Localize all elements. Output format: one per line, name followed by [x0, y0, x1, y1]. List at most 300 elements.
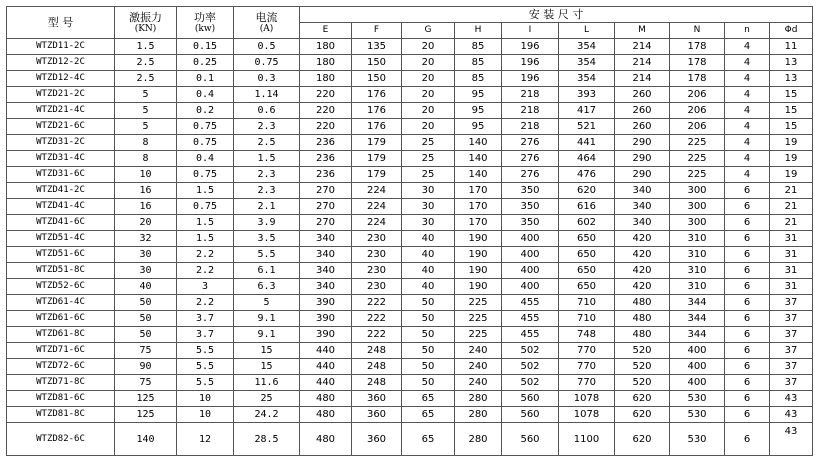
cell-L: 770 [559, 343, 615, 359]
cell-model: WTZD41-6C [7, 215, 115, 231]
cell-I: 276 [502, 151, 559, 167]
cell-power: 5.5 [177, 343, 234, 359]
cell-current: 15 [234, 343, 300, 359]
cell-F: 230 [352, 279, 402, 295]
table-row [7, 215, 813, 231]
cell-L: 770 [559, 375, 615, 391]
cell-force: 5 [115, 119, 177, 135]
cell-n: 6 [725, 183, 770, 199]
cell-M: 340 [615, 215, 670, 231]
cell-force: 2.5 [115, 55, 177, 71]
cell-phi-d: 19 [770, 135, 813, 151]
cell-M: 420 [615, 231, 670, 247]
cell-phi-d: 43 [770, 391, 813, 407]
table-row [7, 343, 813, 359]
cell-phi-d: 31 [770, 247, 813, 263]
cell-phi-d: 31 [770, 231, 813, 247]
cell-H: 170 [455, 215, 502, 231]
cell-n: 6 [725, 407, 770, 423]
cell-I: 218 [502, 103, 559, 119]
cell-G: 50 [402, 343, 455, 359]
cell-M: 620 [615, 423, 670, 456]
dim-header-L: L [559, 23, 615, 39]
cell-F: 176 [352, 87, 402, 103]
col-header-model: 型 号 [7, 7, 115, 39]
cell-n: 6 [725, 231, 770, 247]
cell-I: 560 [502, 391, 559, 407]
cell-n: 6 [725, 247, 770, 263]
cell-current: 25 [234, 391, 300, 407]
cell-F: 248 [352, 359, 402, 375]
col-header-power: 功率 (kw) [177, 7, 234, 39]
cell-L: 710 [559, 311, 615, 327]
cell-n: 6 [725, 423, 770, 456]
cell-n: 4 [725, 55, 770, 71]
cell-force: 16 [115, 183, 177, 199]
table-row [7, 295, 813, 311]
cell-N: 310 [670, 231, 725, 247]
cell-force: 50 [115, 311, 177, 327]
cell-M: 480 [615, 311, 670, 327]
cell-M: 260 [615, 87, 670, 103]
cell-current: 3.5 [234, 231, 300, 247]
dim-header-M: M [615, 23, 670, 39]
cell-G: 20 [402, 55, 455, 71]
cell-power: 0.1 [177, 71, 234, 87]
cell-force: 75 [115, 375, 177, 391]
table-row [7, 375, 813, 391]
cell-I: 218 [502, 87, 559, 103]
table-row [7, 71, 813, 87]
table-row [7, 103, 813, 119]
cell-E: 270 [300, 215, 352, 231]
cell-H: 280 [455, 391, 502, 407]
cell-G: 25 [402, 167, 455, 183]
cell-N: 400 [670, 359, 725, 375]
dim-header-H: H [455, 23, 502, 39]
cell-phi-d: 37 [770, 311, 813, 327]
cell-I: 196 [502, 55, 559, 71]
cell-H: 140 [455, 167, 502, 183]
cell-force: 50 [115, 327, 177, 343]
cell-M: 290 [615, 167, 670, 183]
cell-L: 476 [559, 167, 615, 183]
cell-N: 206 [670, 103, 725, 119]
cell-L: 441 [559, 135, 615, 151]
cell-H: 240 [455, 359, 502, 375]
cell-N: 530 [670, 423, 725, 456]
cell-F: 230 [352, 263, 402, 279]
col-header-force: 激振力 (KN) [115, 7, 177, 39]
cell-G: 25 [402, 151, 455, 167]
cell-L: 1100 [559, 423, 615, 456]
cell-phi-d: 21 [770, 215, 813, 231]
cell-M: 214 [615, 39, 670, 55]
cell-L: 650 [559, 247, 615, 263]
cell-N: 300 [670, 199, 725, 215]
cell-n: 4 [725, 119, 770, 135]
cell-n: 6 [725, 311, 770, 327]
cell-H: 95 [455, 103, 502, 119]
cell-power: 0.75 [177, 199, 234, 215]
cell-current: 0.5 [234, 39, 300, 55]
cell-phi-d: 37 [770, 295, 813, 311]
cell-n: 6 [725, 199, 770, 215]
cell-n: 4 [725, 103, 770, 119]
cell-power: 0.15 [177, 39, 234, 55]
cell-N: 206 [670, 119, 725, 135]
cell-n: 6 [725, 263, 770, 279]
cell-E: 480 [300, 407, 352, 423]
cell-power: 1.5 [177, 183, 234, 199]
cell-H: 95 [455, 119, 502, 135]
dim-header-N: N [670, 23, 725, 39]
cell-I: 455 [502, 311, 559, 327]
cell-I: 400 [502, 231, 559, 247]
cell-E: 440 [300, 343, 352, 359]
cell-G: 65 [402, 423, 455, 456]
cell-N: 344 [670, 311, 725, 327]
cell-M: 420 [615, 247, 670, 263]
col-header-install: 安 装 尺 寸 [300, 7, 813, 23]
table-body [7, 39, 813, 456]
cell-phi-d: 21 [770, 183, 813, 199]
cell-I: 350 [502, 183, 559, 199]
cell-power: 0.4 [177, 151, 234, 167]
cell-G: 40 [402, 231, 455, 247]
dim-header-G: G [402, 23, 455, 39]
cell-I: 502 [502, 359, 559, 375]
cell-current: 24.2 [234, 407, 300, 423]
cell-L: 1078 [559, 407, 615, 423]
cell-M: 620 [615, 391, 670, 407]
cell-I: 350 [502, 215, 559, 231]
cell-force: 40 [115, 279, 177, 295]
cell-M: 340 [615, 199, 670, 215]
cell-model: WTZD81-8C [7, 407, 115, 423]
cell-L: 354 [559, 39, 615, 55]
cell-F: 224 [352, 199, 402, 215]
cell-N: 225 [670, 135, 725, 151]
cell-M: 290 [615, 135, 670, 151]
cell-I: 196 [502, 71, 559, 87]
cell-F: 224 [352, 215, 402, 231]
table-row [7, 119, 813, 135]
cell-G: 30 [402, 199, 455, 215]
cell-power: 2.2 [177, 263, 234, 279]
cell-F: 222 [352, 327, 402, 343]
cell-F: 150 [352, 71, 402, 87]
cell-H: 85 [455, 55, 502, 71]
cell-N: 206 [670, 87, 725, 103]
cell-phi-d: 31 [770, 279, 813, 295]
cell-H: 225 [455, 327, 502, 343]
cell-n: 4 [725, 135, 770, 151]
cell-E: 220 [300, 119, 352, 135]
cell-M: 214 [615, 71, 670, 87]
cell-model: WTZD81-6C [7, 391, 115, 407]
cell-phi-d: 37 [770, 343, 813, 359]
cell-power: 3.7 [177, 327, 234, 343]
cell-E: 390 [300, 295, 352, 311]
cell-power: 5.5 [177, 375, 234, 391]
table-row [7, 87, 813, 103]
cell-n: 6 [725, 215, 770, 231]
cell-model: WTZD21-6C [7, 119, 115, 135]
cell-E: 220 [300, 87, 352, 103]
cell-I: 276 [502, 135, 559, 151]
cell-H: 240 [455, 375, 502, 391]
cell-power: 3.7 [177, 311, 234, 327]
cell-M: 260 [615, 103, 670, 119]
cell-force: 8 [115, 135, 177, 151]
cell-power: 0.2 [177, 103, 234, 119]
table-row [7, 247, 813, 263]
cell-N: 344 [670, 295, 725, 311]
cell-G: 50 [402, 327, 455, 343]
cell-L: 650 [559, 263, 615, 279]
cell-F: 150 [352, 55, 402, 71]
cell-E: 340 [300, 263, 352, 279]
cell-L: 521 [559, 119, 615, 135]
cell-H: 190 [455, 263, 502, 279]
cell-n: 6 [725, 327, 770, 343]
cell-F: 230 [352, 231, 402, 247]
cell-model: WTZD61-4C [7, 295, 115, 311]
cell-current: 0.75 [234, 55, 300, 71]
cell-phi-d: 19 [770, 167, 813, 183]
cell-F: 360 [352, 407, 402, 423]
cell-current: 2.1 [234, 199, 300, 215]
cell-power: 0.75 [177, 167, 234, 183]
table-row [7, 55, 813, 71]
cell-force: 30 [115, 247, 177, 263]
cell-I: 455 [502, 327, 559, 343]
cell-N: 310 [670, 263, 725, 279]
cell-F: 179 [352, 167, 402, 183]
cell-G: 20 [402, 119, 455, 135]
cell-phi-d: 37 [770, 359, 813, 375]
cell-model: WTZD31-6C [7, 167, 115, 183]
cell-power: 2.2 [177, 247, 234, 263]
cell-E: 480 [300, 423, 352, 456]
cell-I: 560 [502, 423, 559, 456]
table-row [7, 423, 813, 456]
cell-L: 770 [559, 359, 615, 375]
table-row [7, 39, 813, 55]
cell-current: 2.3 [234, 183, 300, 199]
cell-current: 15 [234, 359, 300, 375]
cell-phi-d: 43 [770, 423, 813, 456]
cell-phi-d: 11 [770, 39, 813, 55]
cell-force: 10 [115, 167, 177, 183]
cell-G: 30 [402, 183, 455, 199]
cell-model: WTZD61-6C [7, 311, 115, 327]
cell-F: 224 [352, 183, 402, 199]
cell-force: 16 [115, 199, 177, 215]
cell-force: 90 [115, 359, 177, 375]
cell-I: 502 [502, 343, 559, 359]
cell-force: 20 [115, 215, 177, 231]
cell-F: 360 [352, 391, 402, 407]
cell-I: 502 [502, 375, 559, 391]
cell-M: 290 [615, 151, 670, 167]
cell-F: 248 [352, 375, 402, 391]
cell-current: 2.5 [234, 135, 300, 151]
cell-phi-d: 15 [770, 119, 813, 135]
cell-model: WTZD21-2C [7, 87, 115, 103]
cell-power: 1.5 [177, 215, 234, 231]
cell-N: 178 [670, 39, 725, 55]
cell-current: 1.14 [234, 87, 300, 103]
cell-M: 520 [615, 343, 670, 359]
cell-H: 95 [455, 87, 502, 103]
cell-G: 20 [402, 71, 455, 87]
cell-model: WTZD21-4C [7, 103, 115, 119]
cell-N: 400 [670, 343, 725, 359]
table-row [7, 407, 813, 423]
cell-L: 620 [559, 183, 615, 199]
cell-G: 40 [402, 263, 455, 279]
cell-I: 350 [502, 199, 559, 215]
cell-G: 65 [402, 391, 455, 407]
cell-I: 560 [502, 407, 559, 423]
dim-header-phi-d: Φd [770, 23, 813, 39]
table-row [7, 279, 813, 295]
table-row [7, 151, 813, 167]
cell-power: 1.5 [177, 231, 234, 247]
cell-H: 190 [455, 247, 502, 263]
cell-n: 6 [725, 343, 770, 359]
cell-G: 40 [402, 279, 455, 295]
cell-H: 140 [455, 135, 502, 151]
cell-I: 276 [502, 167, 559, 183]
cell-H: 170 [455, 199, 502, 215]
cell-n: 4 [725, 151, 770, 167]
cell-F: 176 [352, 119, 402, 135]
cell-M: 620 [615, 407, 670, 423]
cell-F: 179 [352, 151, 402, 167]
cell-model: WTZD52-6C [7, 279, 115, 295]
cell-G: 20 [402, 39, 455, 55]
cell-model: WTZD51-8C [7, 263, 115, 279]
cell-current: 2.3 [234, 167, 300, 183]
cell-E: 180 [300, 39, 352, 55]
cell-n: 6 [725, 375, 770, 391]
cell-N: 178 [670, 71, 725, 87]
cell-force: 5 [115, 87, 177, 103]
cell-force: 50 [115, 295, 177, 311]
cell-I: 400 [502, 263, 559, 279]
cell-E: 340 [300, 247, 352, 263]
table-row [7, 327, 813, 343]
cell-H: 85 [455, 71, 502, 87]
cell-E: 270 [300, 183, 352, 199]
table-row [7, 231, 813, 247]
cell-force: 75 [115, 343, 177, 359]
cell-H: 225 [455, 311, 502, 327]
table-row [7, 311, 813, 327]
cell-force: 140 [115, 423, 177, 456]
cell-G: 65 [402, 407, 455, 423]
cell-force: 30 [115, 263, 177, 279]
cell-phi-d: 15 [770, 87, 813, 103]
cell-L: 616 [559, 199, 615, 215]
cell-M: 420 [615, 263, 670, 279]
cell-power: 2.2 [177, 295, 234, 311]
col-header-current: 电流 (A) [234, 7, 300, 39]
cell-F: 222 [352, 295, 402, 311]
cell-force: 1.5 [115, 39, 177, 55]
cell-I: 196 [502, 39, 559, 55]
cell-G: 20 [402, 103, 455, 119]
cell-power: 3 [177, 279, 234, 295]
cell-n: 4 [725, 39, 770, 55]
cell-L: 650 [559, 279, 615, 295]
cell-F: 360 [352, 423, 402, 456]
cell-L: 464 [559, 151, 615, 167]
cell-L: 748 [559, 327, 615, 343]
cell-model: WTZD41-2C [7, 183, 115, 199]
cell-current: 6.1 [234, 263, 300, 279]
cell-H: 190 [455, 231, 502, 247]
cell-N: 178 [670, 55, 725, 71]
cell-E: 390 [300, 327, 352, 343]
header-row-1 [7, 7, 813, 23]
cell-model: WTZD82-6C [7, 423, 115, 456]
cell-model: WTZD31-4C [7, 151, 115, 167]
cell-G: 50 [402, 359, 455, 375]
cell-phi-d: 37 [770, 375, 813, 391]
cell-H: 280 [455, 423, 502, 456]
cell-N: 344 [670, 327, 725, 343]
cell-power: 10 [177, 407, 234, 423]
cell-model: WTZD41-4C [7, 199, 115, 215]
cell-n: 4 [725, 87, 770, 103]
cell-E: 480 [300, 391, 352, 407]
cell-current: 0.3 [234, 71, 300, 87]
cell-M: 340 [615, 183, 670, 199]
cell-n: 6 [725, 295, 770, 311]
cell-phi-d: 15 [770, 103, 813, 119]
table-row [7, 359, 813, 375]
cell-M: 480 [615, 295, 670, 311]
cell-L: 354 [559, 71, 615, 87]
cell-N: 400 [670, 375, 725, 391]
cell-H: 190 [455, 279, 502, 295]
cell-power: 0.75 [177, 119, 234, 135]
cell-F: 135 [352, 39, 402, 55]
cell-power: 0.75 [177, 135, 234, 151]
cell-F: 230 [352, 247, 402, 263]
cell-L: 354 [559, 55, 615, 71]
cell-I: 400 [502, 247, 559, 263]
cell-force: 125 [115, 407, 177, 423]
cell-power: 0.4 [177, 87, 234, 103]
cell-power: 0.25 [177, 55, 234, 71]
cell-M: 520 [615, 375, 670, 391]
cell-current: 28.5 [234, 423, 300, 456]
cell-model: WTZD51-4C [7, 231, 115, 247]
cell-N: 225 [670, 151, 725, 167]
cell-E: 340 [300, 231, 352, 247]
cell-E: 390 [300, 311, 352, 327]
cell-E: 236 [300, 135, 352, 151]
cell-force: 8 [115, 151, 177, 167]
cell-current: 9.1 [234, 311, 300, 327]
cell-E: 340 [300, 279, 352, 295]
cell-phi-d: 43 [770, 407, 813, 423]
